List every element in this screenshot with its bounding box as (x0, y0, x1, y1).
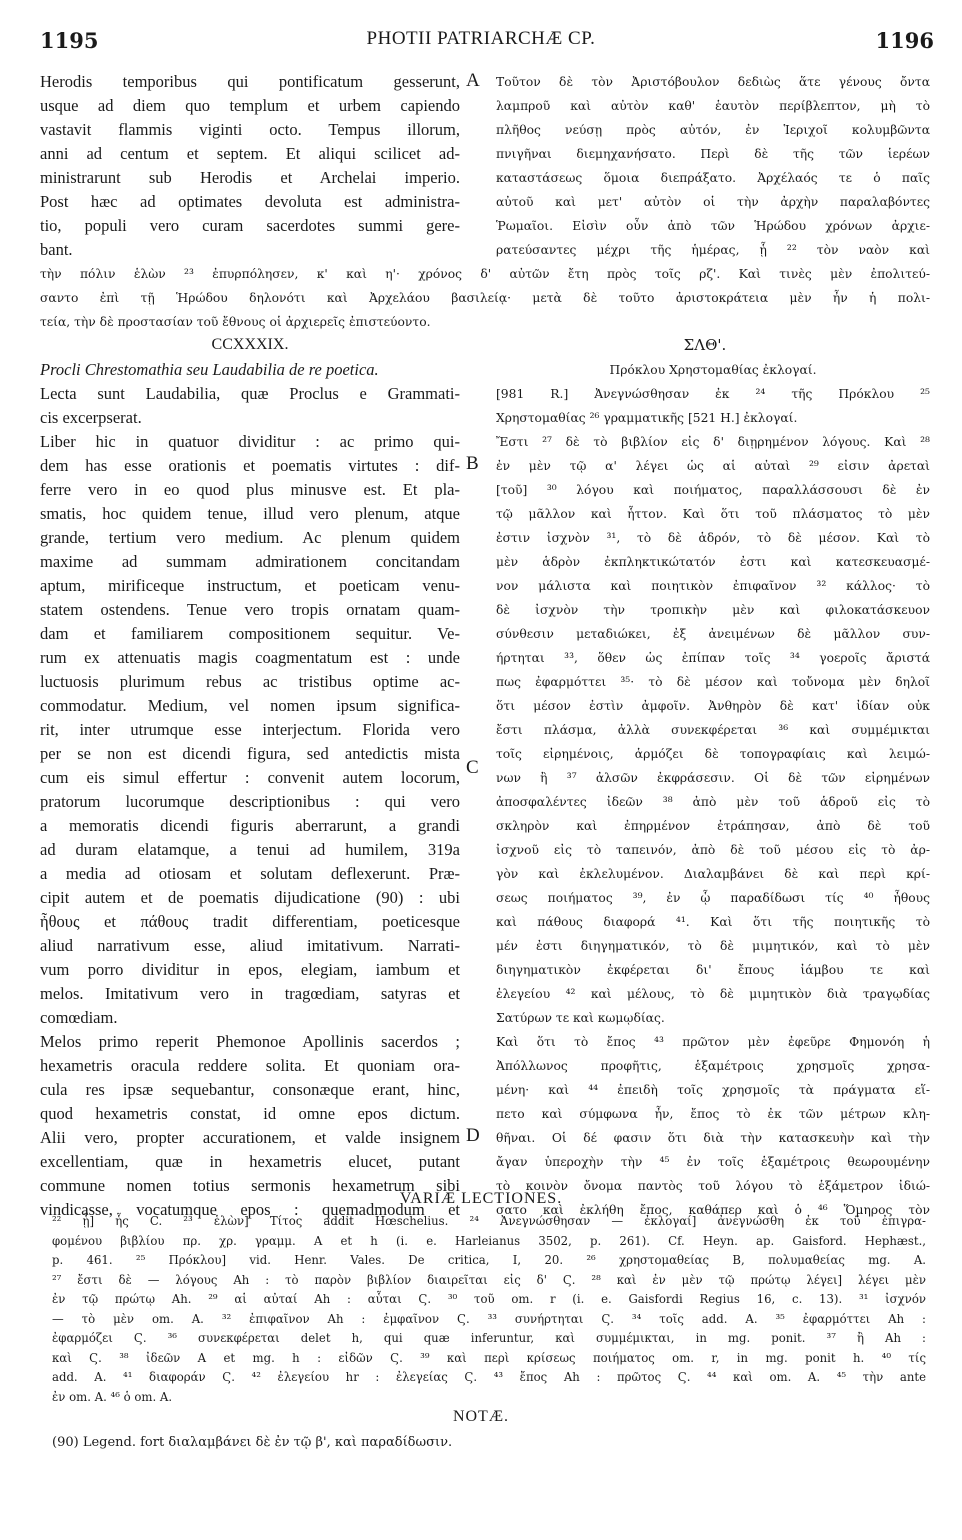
greek-top-line: καταστάσεως ὅμοια διεπράξατο. Ἀρχέλαός τε ὁ παῖς (496, 171, 930, 185)
greek-top-column (496, 70, 930, 262)
latin-line: excellentiam, quæ in hexametris elucet, putant (40, 1152, 460, 1171)
variant-line: ²² ᾗ] ἧς C. ²³ ἑλὼν] Τίτος addit Hœschelius. ²⁴ Ἀνεγνώσθησαν — ἐκλογαί] ἀνεγνώσθη ἐκ τοῦ ἐπιγρα- (52, 1214, 926, 1228)
page-header (0, 28, 962, 58)
latin-line: dem has esse orationis et poematis virtutes : dif- (40, 456, 460, 475)
latin-line: hexametris oracula reddere solita. Et quoniam ora- (40, 1056, 460, 1075)
latin-line: pratorum lucorumque descriptionibus : qui vero (40, 792, 460, 811)
latin-line: Liber hic in quatuor dividitur : ac primo qui- (40, 432, 460, 451)
greek-line: νον μάλιστα καὶ ποιητικὸν ἐπιφαῖνον ³² κάλλος· τὸ (496, 579, 930, 593)
variant-line: — τὸ μὲν om. A. ³² ἐπιφαῖνον Ah : ἐμφαῖνον Ϛ. ³³ συνήρτηται Ϛ. ³⁴ τοῖς add. A. ³⁵ ἐφαρμόττει Ah : (52, 1311, 926, 1326)
latin-line: aptum, mirificeque instructum, et poeticam venu- (40, 576, 460, 595)
latin-line: melos. Imitativum vero in tragœdiam, satyras et (40, 984, 460, 1003)
variant-line: φομένου βιβλίου πρ. χρ. γραμμ. A et h (i. e. Harleianus 3502, p. 261). Cf. Heyn. ap. Gaisford. Hephæst., (52, 1233, 926, 1248)
latin-line: vindicasse, vocatumque epos : quemadmodum et (40, 1200, 460, 1219)
latin-line: cum eis simul effertur : convenit autem locorum, (40, 768, 460, 787)
variant-line: ἐφαρμόζει Ϛ. ³⁶ συνεκφέρεται delet h, qui quæ inferuntur, καὶ συμμέμικται, in mg. ponit. ³⁷ ἢ Ah : (52, 1331, 926, 1345)
greek-line: πως ἐφαρμόττει ³⁵· τὸ δὲ μέσον καὶ τοὔνομα μὲν δηλοῖ (496, 675, 930, 689)
latin-line: rit, inter utrumque esse interjectum. Florida vero (40, 720, 460, 739)
section-number-greek: ΣΛΘ'. (683, 336, 727, 354)
variant-line: ἐν τῷ πρώτῳ Ah. ²⁹ αἱ αὐταί Ah : αὗται Ϛ. ³⁰ τοῦ om. r (i. e. Gaisfordi Regius 16, c. 13). ³¹ ἰσχνόν (52, 1292, 926, 1306)
latin-line: Alii vero, propter accurationem, et valde insignem (40, 1128, 460, 1147)
greek-section-title: Πρόκλου Χρηστομαθίας ἐκλογαί. (609, 363, 817, 377)
margin-marker-b: B (466, 453, 479, 474)
margin-marker-c: C (466, 757, 479, 778)
latin-line: vum porro dividitur in epos, elegiam, iambum et (40, 960, 460, 979)
latin-top-line: tio, populi vero curam sacerdotes summi gere- (40, 216, 460, 235)
latin-line: rum ex attenuatis magis coagmentatum est : unde (40, 648, 460, 667)
latin-line: Melos primo reperit Phemonoe Apollinis sacerdos ; (40, 1032, 460, 1051)
latin-top-line: Herodis temporibus qui pontificatum gesserunt, (40, 72, 460, 91)
greek-line: διηγηματικὸν ἐκφέρεται δι' ἔπους ἰάμβου τε καὶ (496, 963, 930, 977)
greek-full-line: τεία, τὴν δὲ προστασίαν τοῦ ἔθνους οἱ ἀρχιερεῖς ἐπιστεύοντο. (40, 315, 431, 329)
greek-line: Σατύρων τε καὶ κωμῳδίας. (496, 1011, 665, 1025)
latin-line: statem ostendens. Tenue vero tropis ornatam quam- (40, 600, 460, 619)
margin-marker-d: D (466, 1125, 480, 1146)
greek-line: Ἀπόλλωνος προφῆτις, ἑξαμέτροις χρησμοῖς χρησα- (496, 1059, 930, 1073)
greek-line: ἀποσφαλέντες ἰδεῶν ³⁸ ἀπὸ μὲν τοῦ ἁδροῦ εἰς τὸ (496, 795, 930, 809)
section-number-latin: CCXXXIX. (211, 336, 289, 353)
greek-line: σατο καὶ ἐκλήθη ἔπος, καθάπερ καὶ ὁ ⁴⁶ Ὅμηρος τὸν (496, 1203, 930, 1217)
greek-line: Χρηστομαθίας ²⁶ γραμματικῆς [521 H.] ἐκλογαί. (496, 411, 798, 425)
greek-line: ἐν μὲν τῷ α' λέγει ὡς αἱ αὐταὶ ²⁹ εἰσιν ἀρεταὶ (496, 459, 930, 473)
greek-line: γὸν καὶ ἐκλελυμένον. Διαλαμβάνει δὲ καὶ περὶ κρί- (496, 867, 930, 881)
latin-top-line: ministrarunt sub Herodis et Archelai imperio. (40, 168, 460, 187)
latin-line: cipit autem et de poematis dijudicatione (90) : ubi (40, 888, 460, 907)
greek-top-line: πνιγῆναι διεμηχανήσατο. Περὶ δὲ τῆς τῶν ἱερέων (496, 147, 930, 161)
latin-line: cula res ipsæ sequebantur, consonæque erant, hinc, (40, 1080, 460, 1099)
latin-line: commune nomen totius sermonis hexametrum sibi (40, 1176, 460, 1195)
latin-line: grande, tertium vero medium. Ac plenum quidem (40, 528, 460, 547)
greek-line: σκληρὸν καὶ ἐπηρμένον ἐτράπησαν, ἀπὸ δὲ τοῦ (496, 819, 930, 833)
latin-line: a memoratis dicendi figuris aberrarunt, a grandi (40, 816, 460, 835)
latin-line: ferre vero in eo quod plus minusve est. Et pla- (40, 480, 460, 499)
greek-line: τὸ κοινὸν ὄνομα παντὸς τοῦ λόγου τὸ ἑξάμετρον ἰδιώ- (496, 1179, 930, 1193)
greek-full-line: σαντο ἐπὶ τῇ Ἡρώδου δηλονότι καὶ Ἀρχελάου βασιλείᾳ· μετὰ δὲ τοῦτο ἀριστοκράτεια μὲν ἦν ἡ πολι- (40, 291, 930, 305)
greek-line: σεως ποιήματος ³⁹, ἐν ᾧ παραδίδωσι τίς ⁴⁰ ἦθους (496, 891, 930, 905)
greek-line: ἐλεγείου ⁴² καὶ μέλους, τὸ δὲ μιμητικὸν διὰ τραγῳδίας (496, 987, 930, 1001)
greek-line: [τοῦ] ³⁰ λόγου καὶ ποιήματος, παραλλάσσουσι δὲ ἐν (496, 483, 930, 497)
nota-line: (90) Legend. fort διαλαμβάνει δὲ ἐν τῷ β', καὶ παραδίδωσιν. (52, 1435, 453, 1450)
greek-line: Ἔστι ²⁷ δὲ τὸ βιβλίον εἰς δ' διῃρημένον λόγους. Καὶ ²⁸ (496, 435, 930, 449)
greek-line: ἐστιν ἰσχνὸν ³¹, τὸ δὲ ἁδρόν, τὸ δὲ μέσον. Καὶ τὸ (496, 531, 930, 545)
variant-line: ἐν om. A. ⁴⁶ ὁ om. A. (52, 1389, 173, 1404)
latin-section-title: Procli Chrestomathia seu Laudabilia de re poetica. (40, 360, 379, 379)
variant-line: add. A. ⁴¹ διαφοράν Ϛ. ⁴² ἐλεγείου hr : ἐλεγείας Ϛ. ⁴³ ἔπος Ah : πρῶτος Ϛ. ⁴⁴ καὶ om. A. ⁴⁵ τὴν ante (52, 1370, 926, 1384)
greek-top-line: Τοῦτον δὲ τὸν Ἀριστόβουλον δεδιὼς ἅτε γένους ὄντα (496, 75, 930, 89)
latin-line: aliud narrativum esse, aliud imitativum. Narrati- (40, 936, 460, 955)
latin-top-line: Post hæc ad optimates devoluta est administra- (40, 192, 460, 211)
greek-full-line: τὴν πόλιν ἑλὼν ²³ ἐπυρπόλησεν, κ' καὶ η'· χρόνος δ' αὐτῶν ἔτη πρὸς τοῖς ρζ'. Καὶ τινὲς μὲν ἐπολιτεύ- (40, 267, 930, 281)
greek-line: μέν ἐστι διηγηματικόν, τὸ δὲ μιμητικόν, καὶ τὸ μὲν (496, 939, 930, 953)
variant-line: καὶ Ϛ. ³⁸ ἰδεῶν A et mg. h : εἰδῶν Ϛ. ³⁹ καὶ περὶ κρίσεως ποιήματος om. r, in mg. ponit h. ⁴⁰ τίς (52, 1350, 926, 1365)
greek-top-line: αὐτοῦ καὶ μετ' αὐτὸν οἱ τὴν ἀρχὴν παραλαβόντες (496, 195, 930, 209)
greek-line: [981 R.] Ἀνεγνώσθησαν ἐκ ²⁴ τῆς Πρόκλου ²⁵ (496, 387, 930, 401)
greek-line: Καὶ ὅτι τὸ ἔπος ⁴³ πρῶτον μὲν ἐφεῦρε Φημονόη ἡ (496, 1035, 930, 1049)
greek-top-line: πλῆθος νεύσῃ πρὸς αὐτόν, ἐν Ἱεριχοῖ κολυμβῶντα (496, 123, 930, 137)
greek-line: τῷ μᾶλλον καὶ ἧττον. Καὶ ὅτι τοῦ πλάσματος τὸ μὲν (496, 507, 930, 521)
greek-line: σύνθεσιν μεταδιώκει, ἐξ ἀνειμένων δὲ μᾶλλον συν- (496, 627, 930, 641)
latin-line: maxime ad summam admirationem concitandam (40, 552, 460, 571)
variant-line: p. 461. ²⁵ Πρόκλου] vid. Henr. Vales. De critica, I, 20. ²⁶ χρηστομαθείας B, πολυμαθείας mg. A. (52, 1253, 926, 1267)
latin-top-line: vastavit flammis viginti octo. Tempus illorum, (40, 120, 460, 139)
greek-line: πετο καὶ σύμφωνα ἦν, ἔπος τὸ ἐκ τῶν μέτρων κλη- (496, 1107, 930, 1121)
latin-top-line: bant. (40, 240, 73, 259)
latin-line: quod hexametris constat, id omne epos dictum. (40, 1104, 460, 1123)
greek-line: ἰσχνοῦ εἰς τὸ ταπεινόν, ἀπὸ δὲ τοῦ μέσου εἰς τὸ ἀρ- (496, 843, 930, 857)
latin-line: dam et familiarem compositionem sequitur. Ve- (40, 624, 460, 643)
notae-heading: NOTÆ. (452, 1408, 510, 1425)
latin-main-column (40, 358, 460, 1222)
greek-line: ἄγαν ὑπεροχὴν τὴν ⁴⁵ ἐν τοῖς ἑξαμέτροις θεωρουμένην (496, 1155, 930, 1169)
page-number-right: 1196 (875, 28, 934, 53)
variae-lectiones-heading: VARIÆ LECTIONES. (399, 1190, 563, 1207)
greek-full-width-block (40, 262, 930, 334)
variant-line: ²⁷ ἔστι δὲ — λόγους Ah : τὸ παρὸν βιβλίον διαιρεῖται εἰς δ' Ϛ. ²⁸ καὶ ἐν μὲν τῷ πρώτῳ λέγει] λέγει μὲν (52, 1272, 926, 1287)
latin-line: ἦθους et πάθους tradit differentiam, poeticesque (40, 912, 460, 931)
latin-top-column (40, 70, 460, 262)
page-number-left: 1195 (40, 28, 99, 53)
latin-top-line: anni ad centum et septem. Et aliqui scilicet ad- (40, 144, 460, 163)
greek-line: δὲ ἰσχνὸν τὴν τροπικὴν μὲν καὶ φιλοκατάσκευον (496, 603, 930, 617)
latin-line: smatis, hoc quidem tenue, illud vero plenum, atque (40, 504, 460, 523)
latin-line: cis excerpserat. (40, 408, 142, 427)
greek-line: μὲν ἁδρὸν ἐκπληκτικώτατόν ἐστι καὶ κατεσκευασμέ- (496, 555, 930, 569)
running-title: PHOTII PATRIARCHÆ CP. (366, 28, 596, 49)
greek-line: ὅτι μέσον ἐστὶν ἀμφοῖν. Ἀνθηρὸν δὲ κατ' ἰδίαν οὐκ (496, 699, 930, 713)
latin-line: commodatur. Medium, vel nomen ipsum significa- (40, 696, 460, 715)
margin-marker-a: A (466, 70, 480, 91)
greek-line: θῆναι. Οἱ δέ φασιν ὅτι διὰ τὴν κατασκευὴν καὶ τὴν (496, 1131, 930, 1145)
greek-line: νων ἢ ³⁷ ἀλσῶν ἐκφράσεσιν. Οἱ δὲ τῶν εἰρημένων (496, 771, 930, 785)
greek-line: μένη· καὶ ⁴⁴ ἐπειδὴ τοῖς χρησμοῖς τὰ πράγματα εἵ- (496, 1083, 930, 1097)
greek-top-line: λαμπροῦ καὶ αὐτὸν καθ' ἑαυτὸν περίβλεπτον, μὴ τὸ (496, 99, 930, 113)
greek-line: ἔστι πλάσμα, ἀλλὰ συνεκφέρεται ³⁶ καὶ συμμέμικται (496, 723, 930, 737)
latin-line: per se non est dicendi figura, sed antedictis mista (40, 744, 460, 763)
greek-line: καὶ πάθους διαφορά ⁴¹. Καὶ ὅτι τῆς ποιητικῆς τὸ (496, 915, 930, 929)
latin-line: a media ad otiosam et solutam deflexerunt. Præ- (40, 864, 460, 883)
greek-top-line: ρατεύσαντες μέχρι τῆς ἡμέρας, ᾗ ²² τὸν ναὸν καὶ (496, 243, 930, 257)
latin-line: comœdiam. (40, 1008, 118, 1027)
greek-top-line: Ῥωμαῖοι. Εἰσὶν οὖν ἀπὸ τῶν Ἡρώδου χρόνων ἀρχιε- (496, 219, 930, 233)
greek-line: ήρτηται ³³, ὅθεν ὡς ἐπίπαν τοῖς ³⁴ γοεροῖς ἄριστά (496, 651, 930, 665)
latin-top-line: usque ad diem quo templum et urbem capiendo (40, 96, 460, 115)
greek-main-column (496, 358, 930, 1222)
greek-line: τοῖς εἰρημένοις, ἁρμόζει δὲ τοπογραφίαις καὶ λειμώ- (496, 747, 930, 761)
latin-line: ad duram elatamque, a tenui ad humilem, 319a (40, 840, 460, 859)
variae-lectiones-block (52, 1212, 926, 1407)
latin-line: Lecta sunt Laudabilia, quæ Proclus e Grammati- (40, 384, 460, 403)
latin-line: luctuosis plurimum rebus ac tristibus optime ac- (40, 672, 460, 691)
